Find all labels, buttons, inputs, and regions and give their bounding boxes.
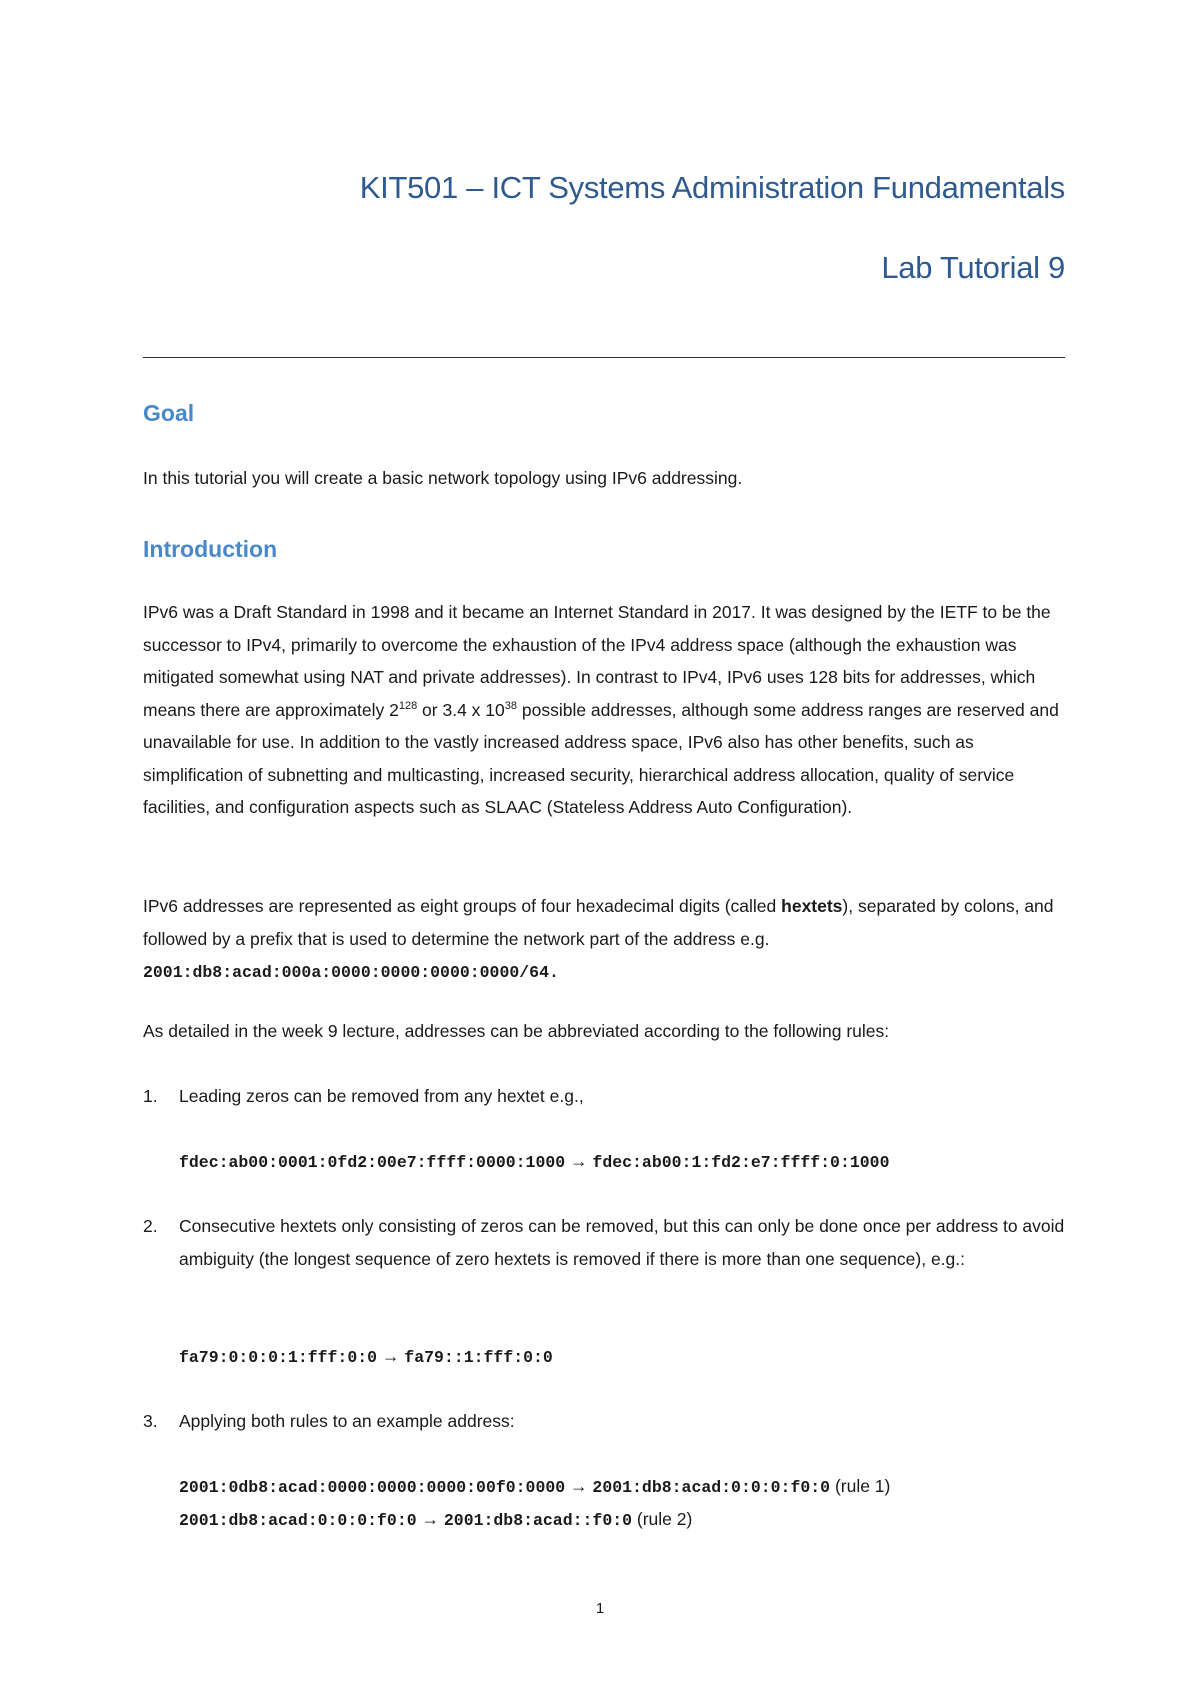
code-from: 2001:db8:acad:0:0:0:f0:0: [179, 1511, 417, 1530]
intro-paragraph-1: [143, 596, 1073, 824]
list-number: 3.: [143, 1411, 158, 1431]
intro-p2-part-b: ), separated by colons, and followed by a prefix that is used to determine the network part of the address e.g.: [143, 896, 1054, 949]
goal-text: In this tutorial you will create a basic network topology using IPv6 addressing.: [143, 468, 743, 488]
arrow-icon: →: [570, 1151, 588, 1171]
list-item-text: Applying both rules to an example address:: [179, 1411, 515, 1431]
rule-1-example: [179, 1145, 889, 1180]
exponent-38: 38: [504, 699, 517, 712]
goal-heading: Goal: [143, 400, 195, 426]
exponent-128: 128: [398, 699, 418, 712]
arrow-icon: →: [570, 1476, 588, 1496]
intro-p1-part-a: IPv6 was a Draft Standard in 1998 and it became an Internet Standard in 2017. It was designed by the IETF to be the successor to IPv4, primarily to overcome the exhaustion of the IPv4 address space (although the exhaustion was mitigated somewhat using NAT and private addresses). In contrast to IPv4, IPv6 uses 128 bits for addresses, which means there are approximately 2: [143, 602, 1051, 720]
introduction-heading: Introduction: [143, 536, 278, 562]
document-subtitle: Lab Tutorial 9: [881, 250, 1065, 285]
code-from: 2001:0db8:acad:0000:0000:0000:00f0:0000: [179, 1478, 566, 1497]
intro-p2-period: .: [548, 963, 559, 982]
intro-p2-part-a: IPv6 addresses are represented as eight groups of four hexadecimal digits (called: [143, 896, 782, 916]
intro-p1-part-c: possible addresses, although some address ranges are reserved and unavailable for use. In addition to the vastly increased address space, IPv6 also has other benefits, such as simplification of subnetting and multicasting, increased security, hierarchical address allocation, quality of service facilities, and configuration aspects such as SLAAC (Stateless Address Auto Configuration).: [143, 699, 1059, 817]
code-to: 2001:db8:acad::f0:0: [443, 1511, 633, 1530]
list-item-text: Leading zeros can be removed from any hextet e.g.,: [179, 1086, 584, 1106]
list-number: 1.: [143, 1086, 158, 1106]
list-item-text: Consecutive hextets only consisting of zeros can be removed, but this can only be done once per address to avoid ambiguity (the longest sequence of zero hextets is removed if there is more than one sequence), e.g.:: [179, 1216, 1065, 1269]
arrow-icon: →: [381, 1346, 400, 1366]
code-to: 2001:db8:acad:0:0:0:f0:0: [592, 1478, 831, 1497]
document-title: KIT501 – ICT Systems Administration Fundamentals: [359, 170, 1065, 205]
rule-2-example: [179, 1340, 553, 1375]
intro-paragraph-2: [143, 890, 1073, 990]
header-divider: [143, 357, 1065, 358]
code-from: fa79:0:0:0:1:fff:0:0: [179, 1348, 378, 1367]
hextets-term: hextets: [781, 896, 843, 916]
intro-paragraph-3: As detailed in the week 9 lecture, addresses can be abbreviated according to the following rules:: [143, 1021, 890, 1041]
rule-3-example-1: [179, 1470, 890, 1505]
rule-3-example-2: [179, 1503, 692, 1538]
page-number: 1: [595, 1600, 605, 1617]
intro-p1-part-b: or 3.4 x 10: [417, 699, 505, 720]
rule-note: (rule 1): [834, 1476, 891, 1496]
code-to: fdec:ab00:1:fd2:e7:ffff:0:1000: [592, 1153, 890, 1172]
list-number: 2.: [143, 1216, 158, 1236]
code-from: fdec:ab00:0001:0fd2:00e7:ffff:0000:1000: [179, 1153, 566, 1172]
code-to: fa79::1:fff:0:0: [404, 1348, 553, 1367]
rule-note: (rule 2): [636, 1509, 693, 1529]
arrow-icon: →: [421, 1509, 440, 1529]
example-address-code: 2001:db8:acad:000a:0000:0000:0000:0000/64: [143, 963, 549, 982]
